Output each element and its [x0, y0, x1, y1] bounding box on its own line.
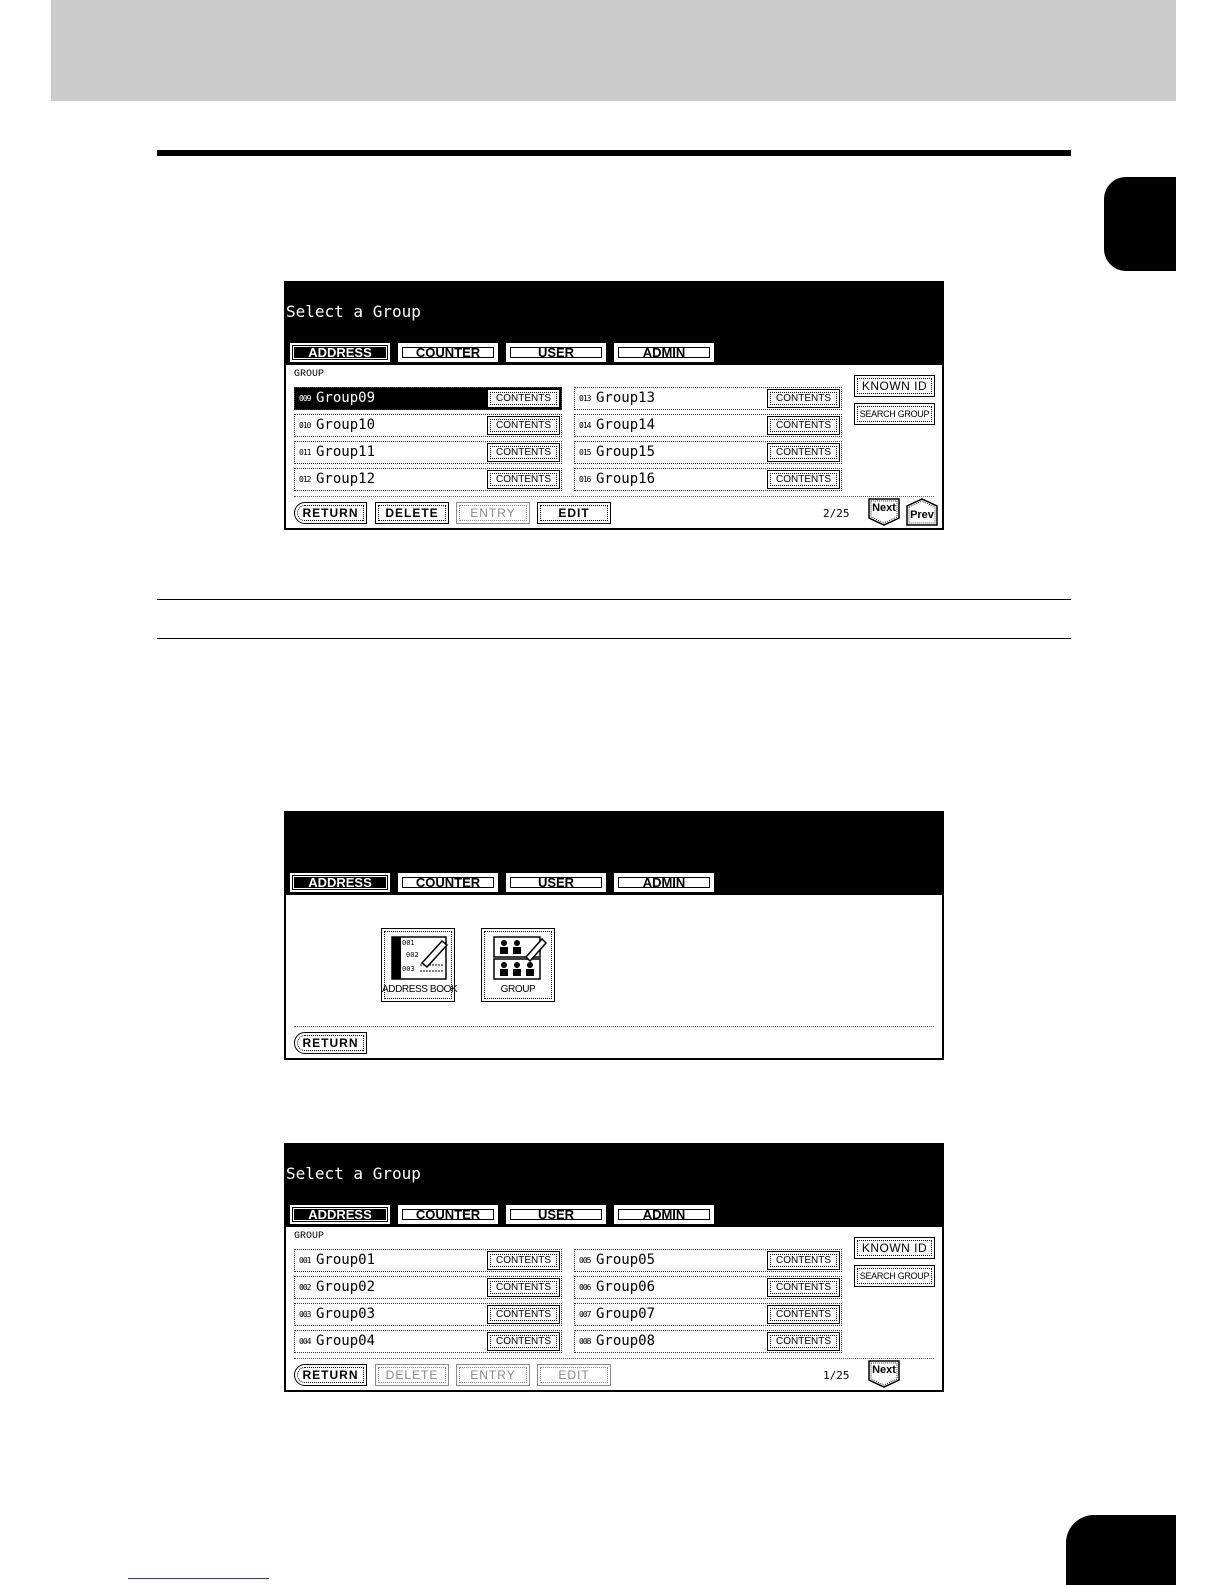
- tab-counter[interactable]: COUNTER: [398, 1205, 498, 1224]
- return-button[interactable]: RETURN: [294, 502, 367, 524]
- group-number: 016: [579, 475, 591, 484]
- contents-button[interactable]: CONTENTS: [487, 416, 560, 435]
- group-row[interactable]: [574, 1303, 842, 1326]
- contents-button[interactable]: CONTENTS: [767, 389, 840, 408]
- footer-link-underline: [128, 1578, 269, 1579]
- group-number: 011: [299, 448, 311, 457]
- group-name: Group05: [596, 1252, 656, 1268]
- group-row[interactable]: [574, 1276, 842, 1299]
- group-number: 005: [579, 1256, 591, 1265]
- group-name: Group06: [596, 1279, 656, 1295]
- dotted-separator: [294, 1358, 934, 1359]
- group-row[interactable]: [294, 1249, 562, 1272]
- dotted-separator: [294, 496, 934, 497]
- group-name: Group16: [596, 471, 656, 487]
- group-number: 009: [299, 394, 311, 403]
- group-name: Group15: [596, 444, 656, 460]
- group-name: Group14: [596, 417, 656, 433]
- group-label: GROUP: [294, 1231, 325, 1242]
- search-group-button[interactable]: SEARCH GROUP: [854, 403, 935, 425]
- contents-button[interactable]: CONTENTS: [767, 470, 840, 489]
- prev-label: Prev: [910, 509, 934, 521]
- address-book-icon-tag: 002: [406, 951, 419, 959]
- contents-button[interactable]: CONTENTS: [767, 1278, 840, 1297]
- tab-address[interactable]: ADDRESS: [290, 343, 390, 362]
- group-number: 012: [299, 475, 311, 484]
- group-number: 001: [299, 1256, 311, 1265]
- panel-title: Select a Group: [286, 1164, 421, 1183]
- group-icon: [490, 935, 548, 981]
- address-menu-panel: [284, 811, 944, 1060]
- edit-button[interactable]: EDIT: [537, 502, 611, 524]
- tab-user[interactable]: USER: [506, 873, 606, 892]
- group-row[interactable]: [294, 1303, 562, 1326]
- group-name: Group03: [316, 1306, 376, 1322]
- group-row[interactable]: [294, 1276, 562, 1299]
- address-book-button[interactable]: [381, 928, 458, 1002]
- address-book-icon-tag: 003: [402, 965, 415, 973]
- group-name: Group07: [596, 1306, 656, 1322]
- tab-admin[interactable]: ADMIN: [614, 1205, 714, 1224]
- group-number: 004: [299, 1337, 311, 1346]
- next-label: Next: [872, 1364, 896, 1376]
- next-button[interactable]: [868, 498, 900, 526]
- group-label: GROUP: [294, 369, 325, 380]
- group-number: 003: [299, 1310, 311, 1319]
- group-name: Group01: [316, 1252, 376, 1268]
- contents-button[interactable]: CONTENTS: [487, 389, 560, 408]
- group-row[interactable]: [574, 468, 842, 491]
- panel-title: Select a Group: [286, 302, 421, 321]
- group-name: Group09: [316, 390, 376, 406]
- section-rule-thick: [157, 150, 1071, 156]
- panel-header: [286, 283, 942, 365]
- group-name: Group02: [316, 1279, 376, 1295]
- delete-button[interactable]: DELETE: [375, 502, 449, 524]
- group-row[interactable]: [294, 414, 562, 437]
- return-button[interactable]: RETURN: [294, 1364, 367, 1386]
- known-id-button[interactable]: KNOWN ID: [854, 375, 935, 397]
- next-label: Next: [872, 502, 896, 514]
- group-row[interactable]: [574, 414, 842, 437]
- group-row[interactable]: [294, 1330, 562, 1353]
- search-group-button[interactable]: SEARCH GROUP: [854, 1265, 935, 1287]
- group-number: 014: [579, 421, 591, 430]
- group-name: Group12: [316, 471, 376, 487]
- select-group-panel-page1: [284, 1143, 944, 1392]
- group-row[interactable]: [294, 441, 562, 464]
- address-book-icon: [390, 935, 448, 981]
- chapter-tab: [1104, 177, 1176, 271]
- group-number: 015: [579, 448, 591, 457]
- group-number: 010: [299, 421, 311, 430]
- contents-button[interactable]: CONTENTS: [487, 443, 560, 462]
- contents-button[interactable]: CONTENTS: [767, 1332, 840, 1351]
- group-button[interactable]: [481, 928, 555, 1002]
- prev-button[interactable]: [906, 498, 938, 526]
- page-indicator: 2/25: [823, 507, 850, 520]
- panel-header: [286, 1145, 942, 1227]
- group-name: Group04: [316, 1333, 376, 1349]
- panel-header: [286, 813, 942, 895]
- select-group-panel-page2: [284, 281, 944, 530]
- group-name: Group10: [316, 417, 376, 433]
- contents-button[interactable]: CONTENTS: [487, 1278, 560, 1297]
- entry-button[interactable]: ENTRY: [456, 502, 530, 524]
- section-rule-upper: [157, 599, 1071, 600]
- group-number: 013: [579, 394, 591, 403]
- section-rule-lower: [157, 638, 1071, 639]
- dotted-separator: [294, 1026, 934, 1027]
- group-label: GROUP: [500, 984, 536, 995]
- group-row[interactable]: [294, 468, 562, 491]
- tab-user[interactable]: USER: [506, 1205, 606, 1224]
- contents-button[interactable]: CONTENTS: [767, 1251, 840, 1270]
- delete-button[interactable]: DELETE: [375, 1364, 449, 1386]
- tab-user[interactable]: USER: [506, 343, 606, 362]
- contents-button[interactable]: CONTENTS: [767, 416, 840, 435]
- group-number: 002: [299, 1283, 311, 1292]
- next-button[interactable]: [868, 1360, 900, 1388]
- header-band: [51, 0, 1176, 101]
- group-row[interactable]: [574, 387, 842, 410]
- group-row[interactable]: [294, 387, 562, 410]
- contents-button[interactable]: CONTENTS: [487, 1251, 560, 1270]
- group-number: 007: [579, 1310, 591, 1319]
- return-button[interactable]: RETURN: [294, 1032, 367, 1054]
- known-id-button[interactable]: KNOWN ID: [854, 1237, 935, 1259]
- contents-button[interactable]: CONTENTS: [487, 470, 560, 489]
- page-number-tab: [1066, 1515, 1176, 1585]
- group-row[interactable]: [574, 1330, 842, 1353]
- contents-button[interactable]: CONTENTS: [487, 1332, 560, 1351]
- contents-button[interactable]: CONTENTS: [767, 1305, 840, 1324]
- tab-admin[interactable]: ADMIN: [614, 343, 714, 362]
- group-number: 006: [579, 1283, 591, 1292]
- address-book-icon-tag: 001: [402, 939, 415, 947]
- group-row[interactable]: [574, 441, 842, 464]
- contents-button[interactable]: CONTENTS: [767, 443, 840, 462]
- address-book-label: ADDRESS BOOK: [382, 984, 458, 995]
- group-row[interactable]: [574, 1249, 842, 1272]
- entry-button[interactable]: ENTRY: [456, 1364, 530, 1386]
- tab-address[interactable]: ADDRESS: [290, 873, 390, 892]
- tab-counter[interactable]: COUNTER: [398, 873, 498, 892]
- page-indicator: 1/25: [823, 1369, 850, 1382]
- edit-button[interactable]: EDIT: [537, 1364, 611, 1386]
- group-number: 008: [579, 1337, 591, 1346]
- group-name: Group08: [596, 1333, 656, 1349]
- contents-button[interactable]: CONTENTS: [487, 1305, 560, 1324]
- tab-address[interactable]: ADDRESS: [290, 1205, 390, 1224]
- group-name: Group13: [596, 390, 656, 406]
- tab-counter[interactable]: COUNTER: [398, 343, 498, 362]
- tab-admin[interactable]: ADMIN: [614, 873, 714, 892]
- group-name: Group11: [316, 444, 376, 460]
